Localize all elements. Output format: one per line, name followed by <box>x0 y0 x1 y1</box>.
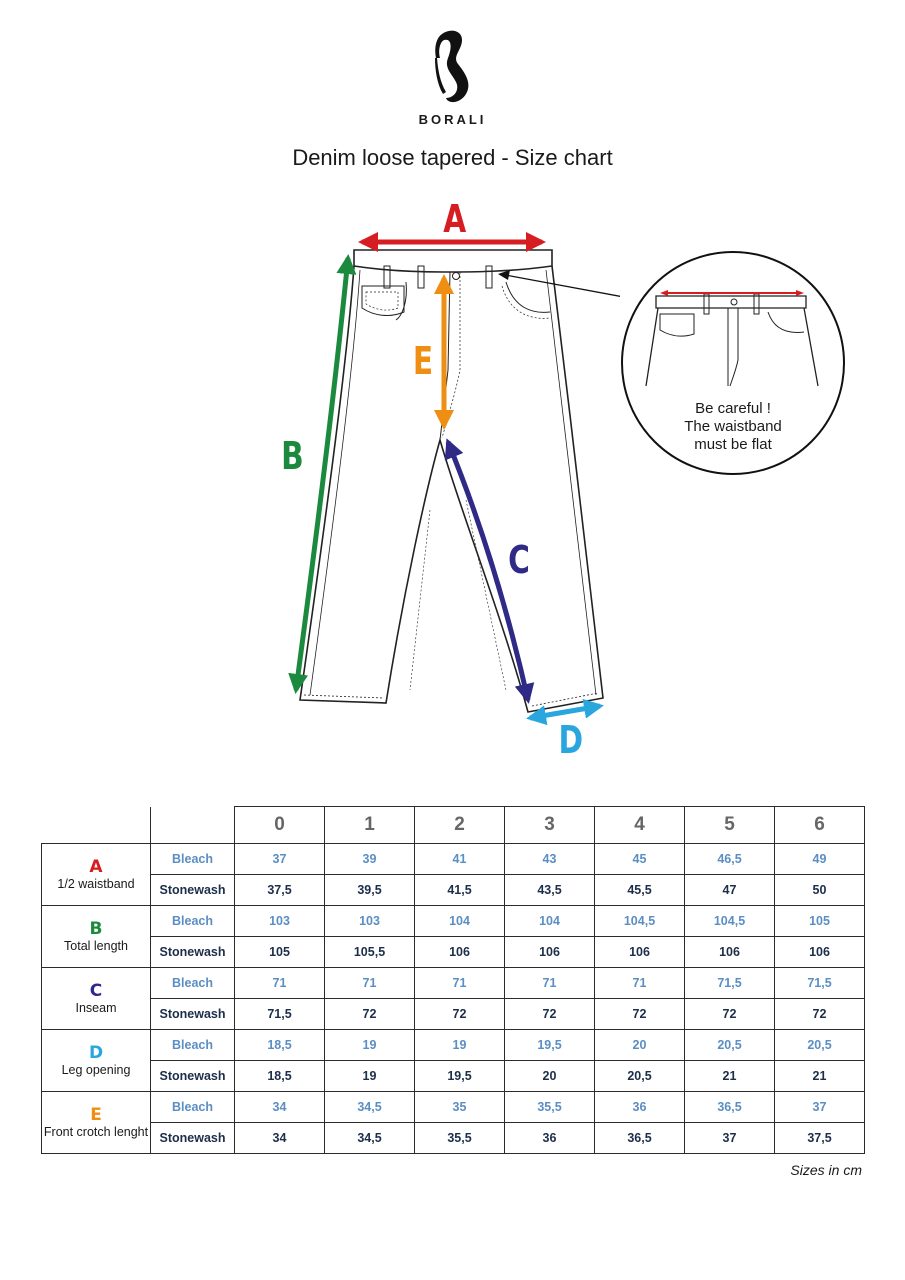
size-header: 6 <box>775 807 865 844</box>
bleach-value: 35 <box>415 1092 505 1123</box>
bleach-value: 71 <box>415 968 505 999</box>
label-c: C <box>508 538 530 582</box>
measurement-cell <box>42 1092 151 1154</box>
measurement-name: Leg opening <box>61 1063 131 1077</box>
blank-cell <box>42 807 151 844</box>
bleach-value: 37 <box>235 844 325 875</box>
stonewash-value: 105 <box>235 937 325 968</box>
bleach-value: 46,5 <box>685 844 775 875</box>
stonewash-value: 37,5 <box>775 1123 865 1154</box>
bleach-label: Bleach <box>151 1092 235 1123</box>
stonewash-value: 72 <box>505 999 595 1030</box>
stonewash-value: 34 <box>235 1123 325 1154</box>
bleach-value: 43 <box>505 844 595 875</box>
bleach-value: 71 <box>325 968 415 999</box>
bleach-value: 34 <box>235 1092 325 1123</box>
stonewash-value: 36,5 <box>595 1123 685 1154</box>
stonewash-value: 72 <box>325 999 415 1030</box>
table-row <box>42 875 865 906</box>
table-row <box>42 968 865 999</box>
bleach-label: Bleach <box>151 844 235 875</box>
measurement-cell <box>42 968 151 1030</box>
brand-logo <box>0 28 905 118</box>
stonewash-value: 19,5 <box>415 1061 505 1092</box>
measurement-name: Front crotch lenght <box>43 1125 149 1139</box>
bleach-value: 104,5 <box>595 906 685 937</box>
note-line: Be careful ! <box>695 400 771 417</box>
size-header: 4 <box>595 807 685 844</box>
bleach-value: 103 <box>325 906 415 937</box>
size-header: 1 <box>325 807 415 844</box>
borali-logo-icon <box>428 28 478 113</box>
measurement-letter: B <box>89 919 103 939</box>
measurement-letter: C <box>89 981 103 1001</box>
label-b: B <box>281 434 304 478</box>
stonewash-label: Stonewash <box>151 999 235 1030</box>
bleach-value: 41 <box>415 844 505 875</box>
size-header-row <box>42 807 865 844</box>
note-line: must be flat <box>694 436 772 453</box>
table-row <box>42 1061 865 1092</box>
stonewash-value: 106 <box>685 937 775 968</box>
measurement-cell <box>42 1030 151 1092</box>
stonewash-value: 39,5 <box>325 875 415 906</box>
measurement-name: Inseam <box>75 1001 117 1015</box>
stonewash-value: 106 <box>505 937 595 968</box>
stonewash-value: 106 <box>415 937 505 968</box>
stonewash-value: 45,5 <box>595 875 685 906</box>
brand-name: BORALI <box>418 112 487 127</box>
bleach-value: 71,5 <box>685 968 775 999</box>
bleach-label: Bleach <box>151 1030 235 1061</box>
measurement-cell <box>42 844 151 906</box>
measurement-name: Total length <box>64 939 128 953</box>
stonewash-value: 41,5 <box>415 875 505 906</box>
stonewash-value: 36 <box>505 1123 595 1154</box>
label-d: D <box>558 718 584 762</box>
bleach-value: 35,5 <box>505 1092 595 1123</box>
bleach-label: Bleach <box>151 968 235 999</box>
arrow-b <box>296 258 348 690</box>
bleach-value: 20 <box>595 1030 685 1061</box>
bleach-value: 39 <box>325 844 415 875</box>
measurement-letter: E <box>90 1105 102 1125</box>
bleach-label: Bleach <box>151 906 235 937</box>
measurement-name: 1/2 waistband <box>57 877 135 891</box>
stonewash-value: 37 <box>685 1123 775 1154</box>
table-row <box>42 1030 865 1061</box>
bleach-value: 71 <box>505 968 595 999</box>
table-row <box>42 1092 865 1123</box>
stonewash-value: 20,5 <box>595 1061 685 1092</box>
stonewash-value: 105,5 <box>325 937 415 968</box>
bleach-value: 71,5 <box>775 968 865 999</box>
bleach-value: 34,5 <box>325 1092 415 1123</box>
blank-cell <box>151 807 235 844</box>
size-header: 5 <box>685 807 775 844</box>
footnote: Sizes in cm <box>790 1162 862 1178</box>
waistband-note <box>660 400 806 454</box>
stonewash-value: 106 <box>775 937 865 968</box>
table-row <box>42 906 865 937</box>
size-header: 0 <box>235 807 325 844</box>
stonewash-value: 20 <box>505 1061 595 1092</box>
size-header: 3 <box>505 807 595 844</box>
stonewash-value: 35,5 <box>415 1123 505 1154</box>
stonewash-value: 19 <box>325 1061 415 1092</box>
bleach-value: 71 <box>595 968 685 999</box>
stonewash-label: Stonewash <box>151 937 235 968</box>
stonewash-value: 21 <box>685 1061 775 1092</box>
bleach-value: 20,5 <box>685 1030 775 1061</box>
label-e: E <box>412 339 434 383</box>
bleach-value: 103 <box>235 906 325 937</box>
bleach-value: 36,5 <box>685 1092 775 1123</box>
stonewash-value: 72 <box>685 999 775 1030</box>
bleach-value: 37 <box>775 1092 865 1123</box>
stonewash-value: 18,5 <box>235 1061 325 1092</box>
arrow-d <box>530 706 600 718</box>
stonewash-value: 47 <box>685 875 775 906</box>
size-chart-table <box>41 806 865 1154</box>
bleach-value: 104 <box>505 906 595 937</box>
bleach-value: 18,5 <box>235 1030 325 1061</box>
table-row <box>42 937 865 968</box>
pants-diagram <box>270 190 620 770</box>
stonewash-label: Stonewash <box>151 1123 235 1154</box>
bleach-value: 104,5 <box>685 906 775 937</box>
table-row <box>42 999 865 1030</box>
bleach-value: 36 <box>595 1092 685 1123</box>
size-header: 2 <box>415 807 505 844</box>
bleach-value: 19,5 <box>505 1030 595 1061</box>
stonewash-value: 50 <box>775 875 865 906</box>
stonewash-value: 72 <box>775 999 865 1030</box>
pointer-arrow <box>500 274 620 300</box>
stonewash-label: Stonewash <box>151 1061 235 1092</box>
stonewash-value: 34,5 <box>325 1123 415 1154</box>
pants-outline <box>300 250 603 712</box>
table-row <box>42 844 865 875</box>
bleach-value: 105 <box>775 906 865 937</box>
note-line: The waistband <box>684 418 782 435</box>
stonewash-value: 72 <box>595 999 685 1030</box>
bleach-value: 71 <box>235 968 325 999</box>
page-title: Denim loose tapered - Size chart <box>292 145 613 170</box>
stonewash-value: 72 <box>415 999 505 1030</box>
bleach-value: 45 <box>595 844 685 875</box>
stonewash-value: 37,5 <box>235 875 325 906</box>
stonewash-label: Stonewash <box>151 875 235 906</box>
bleach-value: 49 <box>775 844 865 875</box>
bleach-value: 104 <box>415 906 505 937</box>
table-row <box>42 1123 865 1154</box>
measurement-cell <box>42 906 151 968</box>
bleach-value: 19 <box>415 1030 505 1061</box>
measurement-letter: A <box>89 857 103 877</box>
bleach-value: 19 <box>325 1030 415 1061</box>
label-a: A <box>443 197 467 241</box>
measurement-letter: D <box>88 1043 104 1063</box>
bleach-value: 20,5 <box>775 1030 865 1061</box>
stonewash-value: 43,5 <box>505 875 595 906</box>
stonewash-value: 71,5 <box>235 999 325 1030</box>
stonewash-value: 21 <box>775 1061 865 1092</box>
stonewash-value: 106 <box>595 937 685 968</box>
